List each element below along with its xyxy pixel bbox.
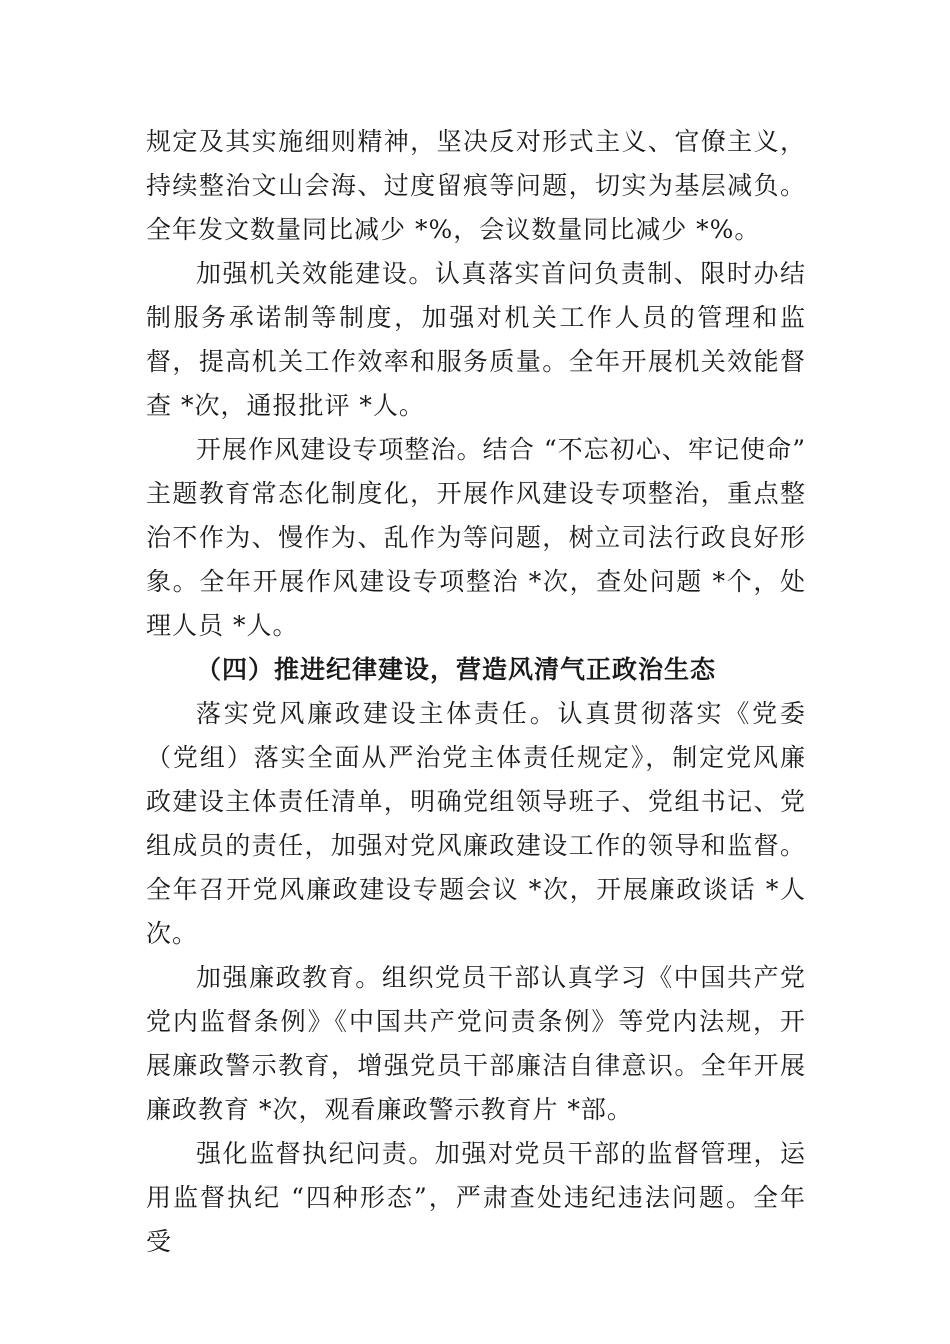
section-heading-discipline: （四）推进纪律建设，营造风清气正政治生态 <box>196 655 717 684</box>
paragraph-supervision-accountability: 强化监督执纪问责。加强对党员干部的监督管理，运用监督执纪 “四种形态”，严肃查处违纪违法问题。全年受 <box>146 1139 806 1256</box>
paragraph-continuation: 规定及其实施细则精神，坚决反对形式主义、官僚主义，持续整治文山会海、过度留痕等问题，切实为基层减负。全年发文数量同比减少 *%，会议数量同比减少 *%。 <box>146 127 806 244</box>
document-body <box>146 120 806 1264</box>
paragraph-integrity-education: 加强廉政教育。组织党员干部认真学习《中国共产党党内监督条例》《中国共产党问责条例》等党内法规，开展廉政警示教育，增强党员干部廉洁自律意识。全年开展廉政教育 *次，观看廉政警示教育片 *部。 <box>146 963 806 1124</box>
paragraph-office-efficiency: 加强机关效能建设。认真落实首问负责制、限时办结制服务承诺制等制度，加强对机关工作人员的管理和监督，提高机关工作效率和服务质量。全年开展机关效能督查 *次，通报批评 *人。 <box>146 259 806 420</box>
paragraph-work-style-rectification: 开展作风建设专项整治。结合 “不忘初心、牢记使命” 主题教育常态化制度化，开展作风建设专项整治，重点整治不作为、慢作为、乱作为等问题，树立司法行政良好形象。全年开展作风建设专项整治 *次，查处问题 *个，处理人员 *人。 <box>146 435 806 640</box>
paragraph-party-responsibility: 落实党风廉政建设主体责任。认真贯彻落实《党委（党组）落实全面从严治党主体责任规定》，制定党风廉政建设主体责任清单，明确党组领导班子、党组书记、党组成员的责任，加强对党风廉政建设工作的领导和监督。全年召开党风廉政建设专题会议 *次，开展廉政谈话 *人次。 <box>146 699 806 948</box>
